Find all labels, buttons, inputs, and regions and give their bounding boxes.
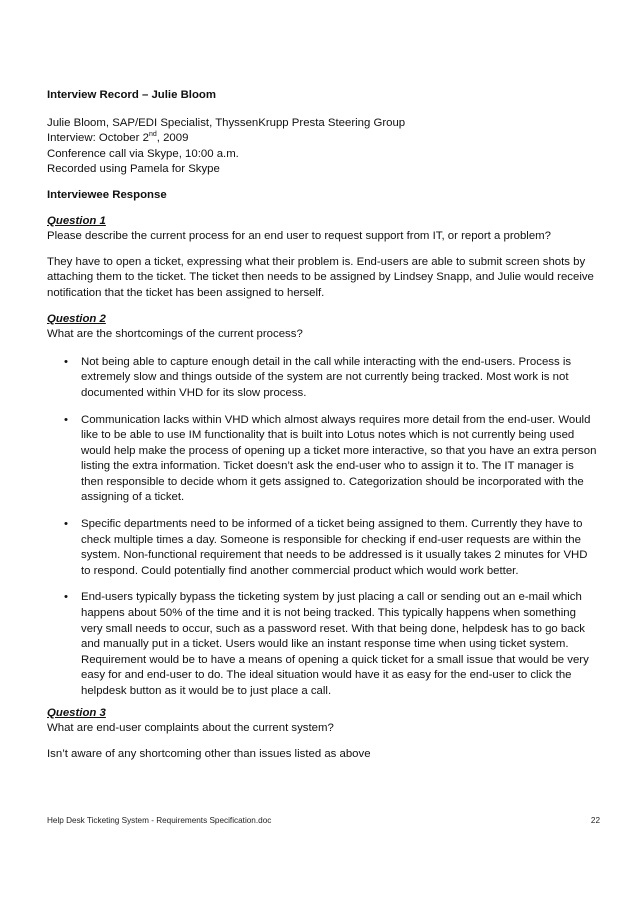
question-2-text: What are the shortcomings of the current process? [47,328,303,341]
question-1-label: Question 1 [47,214,106,227]
question-1-answer: They have to open a ticket, expressing what their problem is. End-users are able to submit screen shots by attaching them to the ticket. The ticket then needs to be assigned by Lindsey Snapp, and Julie would receive notification that the ticket has been assigned to herself. [47,255,594,299]
list-item-text: Communication lacks within VHD which almost always requires more detail from the end-user. Would like to be able to use IM functionality that is built into Lotus notes which is not currently being used would help make the process of opening up a ticket more interactive, so that you have an extra person listing the extra information. Ticket doesn’t ask the end-user who to assign it to. The IT manager is then responsible to decide whom it gets assigned to. Categorization should be incorporated with the assigning of a ticket. [81,413,597,504]
question-3-text: What are end-user complaints about the current system? [47,722,334,735]
recording-line: Recorded using Pamela for Skype [47,163,220,176]
question-3-section [47,706,597,763]
page-number: 22 [590,816,600,825]
question-2-section [47,312,597,700]
conference-line: Conference call via Skype, 10:00 a.m. [47,147,239,160]
bullet-icon: • [64,413,68,426]
list-item-text: Specific departments need to be informed of a ticket being assigned to them. Currently they have to check multiple times a day. Someone is responsible for checking if end-user requests are within the system. Non-functional requirement that needs to be addressed is it usually takes 2 minutes for VHD to respond. Could potentially find another commercial product which would work better. [81,518,588,577]
list-item [47,413,597,507]
bullet-icon: • [64,591,68,604]
question-1-section [47,214,597,302]
question-3-answer: Isn’t aware of any shortcoming other than issues listed as above [47,747,371,760]
interview-date-prefix: Interview: October 2 [47,132,149,145]
shortcomings-list [47,355,597,700]
question-1-text: Please describe the current process for an end user to request support from IT, or report a problem? [47,230,551,243]
question-3-label: Question 3 [47,706,106,719]
interview-date-line [47,131,597,147]
interview-date-suffix: , 2009 [156,132,189,145]
list-item-text: End-users typically bypass the ticketing system by just placing a call or sending out an e-mail which happens about 50% of the time and it is not being tracked. This typically happens when something very small needs to occur, such as a password reset. With that being done, helpdesk has to go back and manually put in a ticket. Users would like an instant response time when using ticket system. Requirement would be to have a means of opening a quick ticket for a small issue that would be very easy for and end-user to do. The ideal situation would have it as easy for the end-user to click the helpdesk button as it would be to just place a call. [81,591,589,697]
response-heading: Interviewee Response [47,188,167,201]
list-item [47,590,597,699]
interview-info [47,116,597,178]
document-body [47,88,597,762]
list-item [47,517,597,579]
question-2-label: Question 2 [47,312,106,325]
interviewee-line: Julie Bloom, SAP/EDI Specialist, ThyssenKrupp Presta Steering Group [47,116,406,129]
footer-doc-name: Help Desk Ticketing System - Requirements Specification.doc [47,816,272,825]
page-title: Interview Record – Julie Bloom [47,89,217,101]
interview-date-sup: nd [148,131,157,139]
list-item-text: Not being able to capture enough detail in the call while interacting with the end-users. Process is extremely slow and things outside of the system are not currently being tracked. Most work is not documented within VHD for its slow process. [81,355,572,399]
page-footer [47,816,600,825]
bullet-icon: • [64,518,68,531]
bullet-icon: • [64,355,68,368]
list-item [47,355,597,402]
